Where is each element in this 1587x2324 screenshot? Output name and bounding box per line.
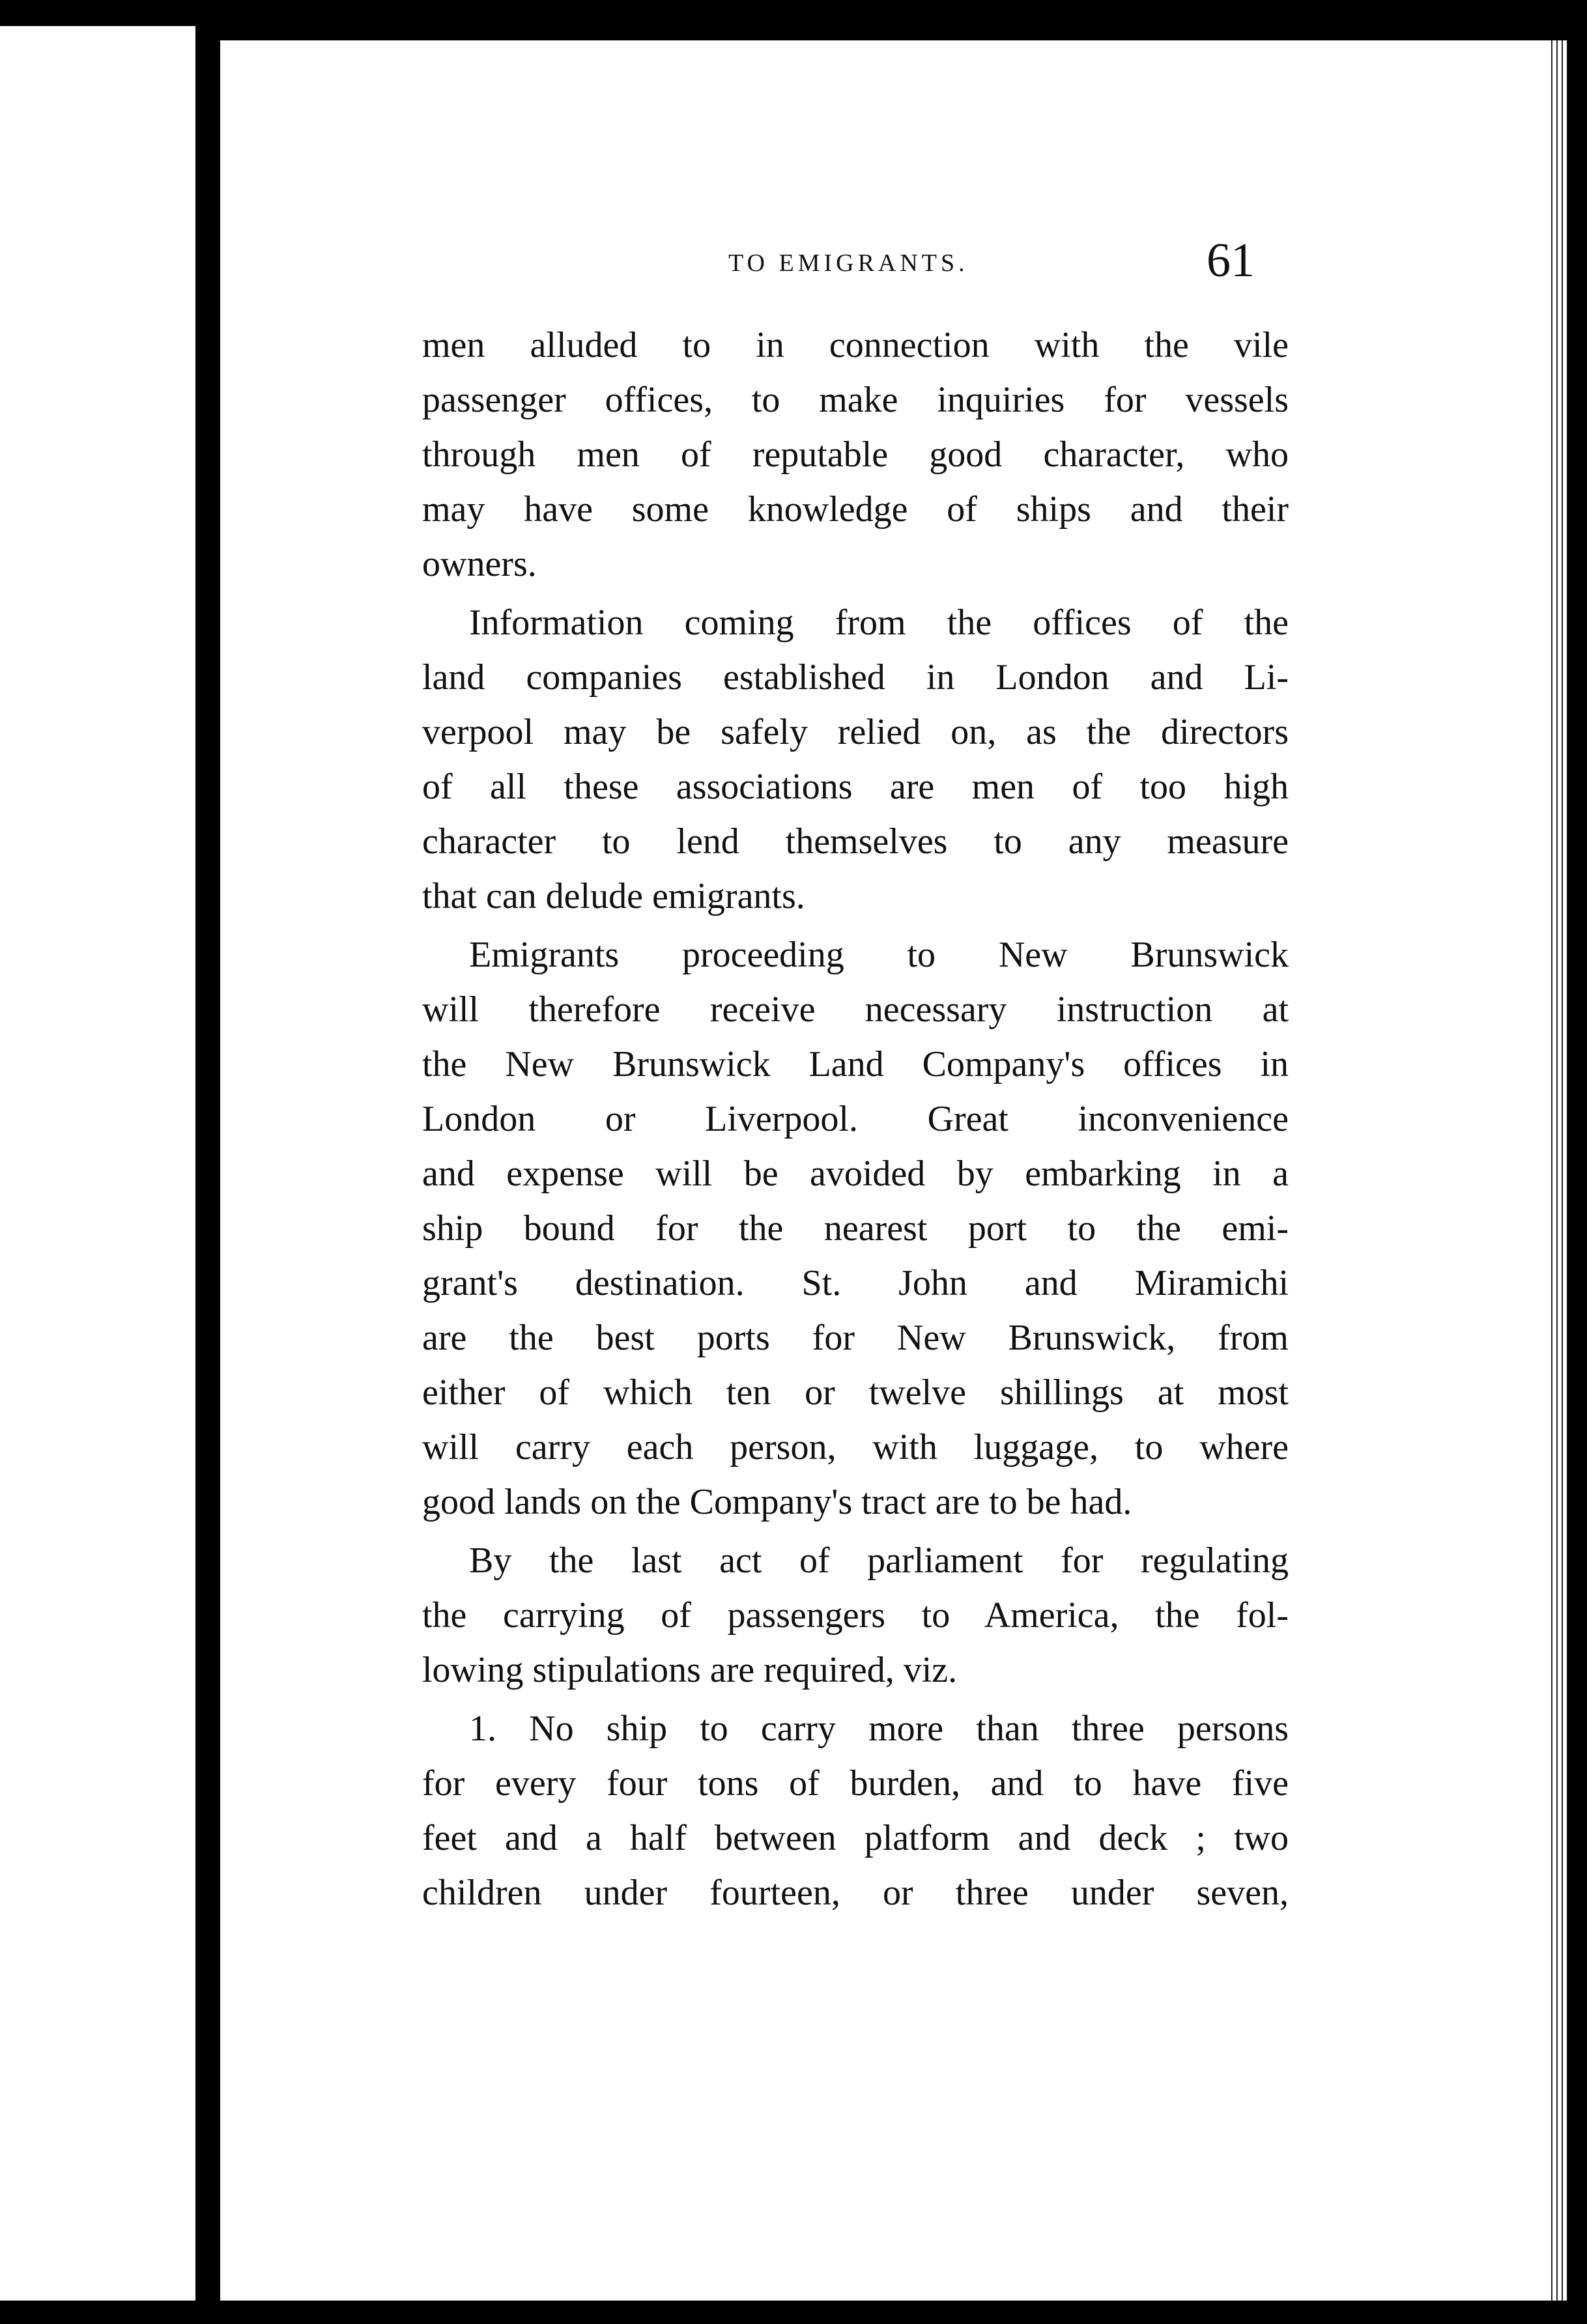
text-line: By the last act of parliament for regulating bbox=[469, 1540, 1289, 1581]
text-line: will carry each person, with luggage, to where bbox=[422, 1427, 1289, 1467]
text-line: the New Brunswick Land Company's offices in bbox=[422, 1044, 1289, 1084]
text-line: of all these associations are men of too high bbox=[422, 767, 1289, 807]
text-line: character to lend themselves to any measure bbox=[422, 821, 1289, 862]
paragraph-2 bbox=[422, 595, 1289, 924]
text-line: owners. bbox=[422, 544, 537, 584]
text-line: either of which ten or twelve shillings at most bbox=[422, 1372, 1289, 1413]
text-line: and expense will be avoided by embarking in a bbox=[422, 1154, 1289, 1194]
text-line: good lands on the Company's tract are to be had. bbox=[422, 1482, 1132, 1522]
scan-border bbox=[0, 2301, 1587, 2324]
paragraph-4 bbox=[422, 1533, 1289, 1697]
paragraph-5 bbox=[422, 1701, 1289, 1920]
text-line: that can delude emigrants. bbox=[422, 876, 805, 916]
gutter-shadow bbox=[195, 26, 205, 2324]
text-line: the carrying of passengers to America, the fol- bbox=[422, 1595, 1289, 1636]
text-line: will therefore receive necessary instruction at bbox=[422, 989, 1289, 1030]
text-line: may have some knowledge of ships and their bbox=[422, 489, 1289, 530]
body-text bbox=[422, 318, 1289, 1920]
text-line: land companies established in London and Li- bbox=[422, 657, 1289, 698]
text-line: Information coming from the offices of the bbox=[469, 602, 1289, 643]
text-line: verpool may be safely relied on, as the directors bbox=[422, 712, 1289, 752]
text-line: feet and a half between platform and deck ; two bbox=[422, 1818, 1289, 1858]
text-line: Emigrants proceeding to New Brunswick bbox=[469, 935, 1289, 975]
text-line: lowing stipulations are required, viz. bbox=[422, 1650, 958, 1690]
page-number: 61 bbox=[1207, 234, 1255, 287]
running-head: TO EMIGRANTS. bbox=[728, 249, 969, 277]
text-line: grant's destination. St. John and Miramichi bbox=[422, 1263, 1289, 1303]
previous-page-edge bbox=[0, 26, 203, 2324]
text-line: are the best ports for New Brunswick, from bbox=[422, 1318, 1289, 1358]
text-line: 1. No ship to carry more than three persons bbox=[469, 1708, 1289, 1749]
paragraph-3 bbox=[422, 928, 1289, 1529]
text-line: London or Liverpool. Great inconvenience bbox=[422, 1099, 1289, 1139]
text-line: passenger offices, to make inquiries for vessels bbox=[422, 380, 1289, 420]
text-line: through men of reputable good character, who bbox=[422, 434, 1289, 475]
paragraph-1 bbox=[422, 318, 1289, 591]
page-stack-edge bbox=[1549, 40, 1567, 2301]
text-line: for every four tons of burden, and to have five bbox=[422, 1763, 1289, 1804]
text-line: children under fourteen, or three under seven, bbox=[422, 1873, 1289, 1913]
text-line: ship bound for the nearest port to the emi- bbox=[422, 1208, 1289, 1249]
text-line: men alluded to in connection with the vile bbox=[422, 325, 1289, 365]
